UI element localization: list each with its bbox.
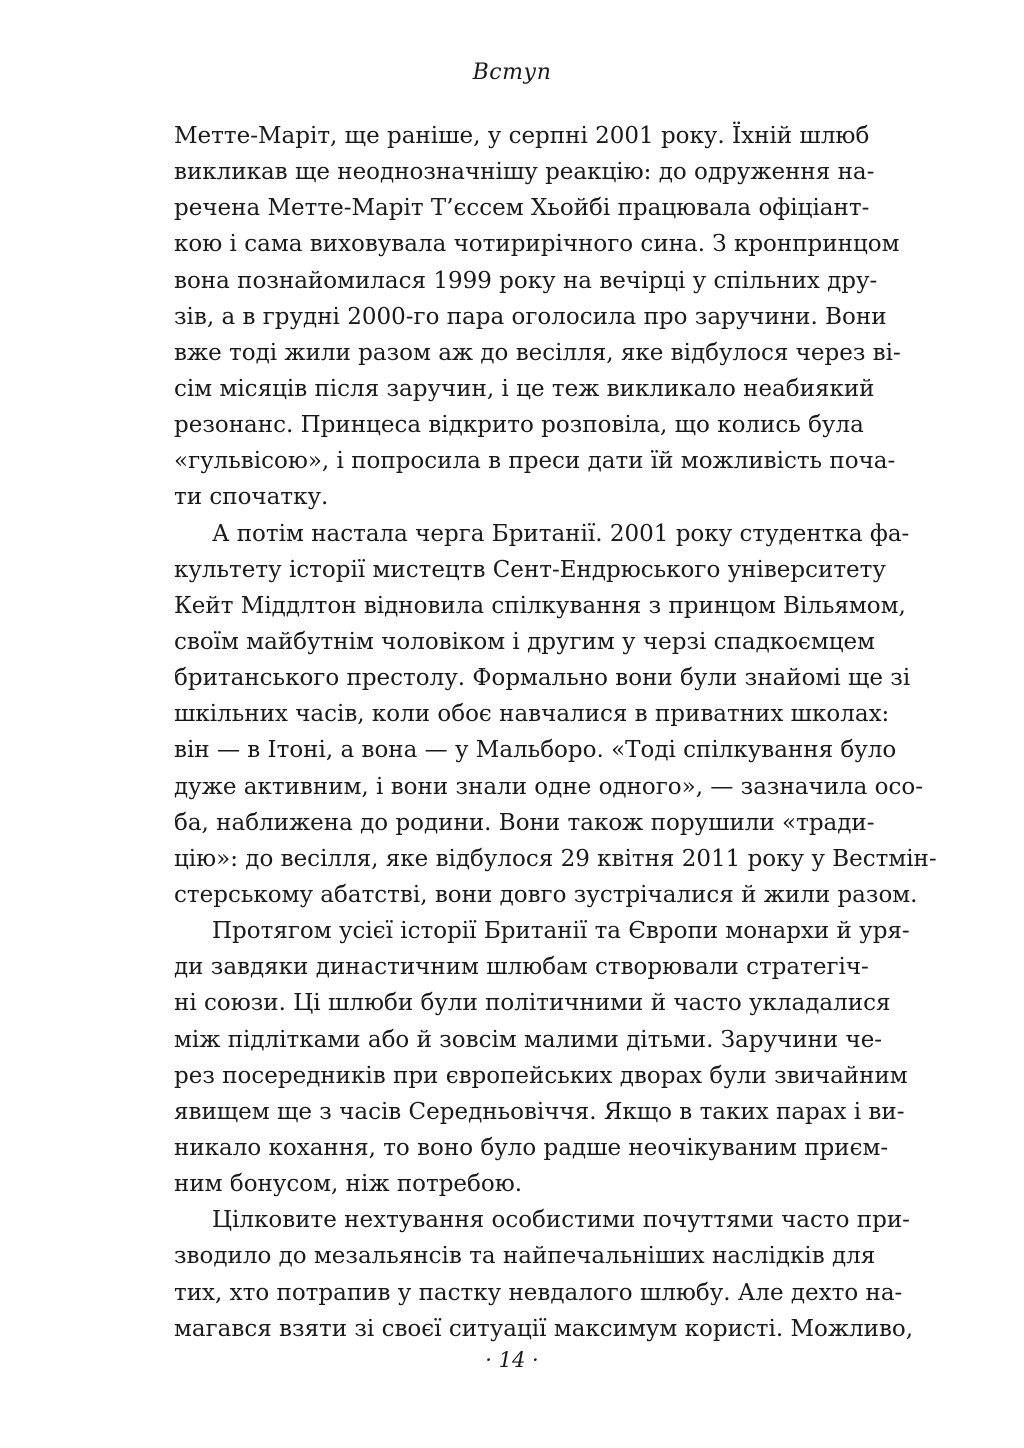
page-number: · 14 · bbox=[485, 1348, 539, 1372]
text-line: Метте-Маріт, ще раніше, у серпні 2001 року. Їхній шлюб bbox=[174, 123, 870, 149]
text-line: А потім настала черга Британії. 2001 року студентка фа- bbox=[212, 520, 910, 547]
text-line: рез посередників при європейських дворах були звичайним bbox=[174, 1062, 908, 1089]
paragraph bbox=[174, 1202, 914, 1347]
text-line: вже тоді жили разом аж до весілля, яке відбулося через ві- bbox=[174, 339, 901, 366]
text-line: британського престолу. Формально вони були знайомі ще зі bbox=[174, 665, 911, 692]
running-head: Вступ bbox=[472, 60, 552, 85]
text-line: між підлітками або й зовсім малими дітьми. Заручини че- bbox=[174, 1026, 883, 1053]
text-line: культету історії мистецтв Сент-Ендрюського університету bbox=[174, 556, 886, 583]
paragraph bbox=[174, 118, 901, 516]
text-line: викликав ще неоднозначнішу реакцію: до одруження на- bbox=[174, 159, 875, 186]
text-line: він — в Ітоні, а вона — у Мальборо. «Тоді спілкування було bbox=[174, 737, 897, 764]
text-line: своїм майбутнім чоловіком і другим у черзі спадкоємцем bbox=[174, 628, 876, 655]
text-line: ди завдяки династичним шлюбам створювали стратегіч- bbox=[174, 954, 869, 981]
text-line: Цілковите нехтування особистими почуттями часто при- bbox=[212, 1207, 910, 1234]
text-line: дуже активним, і вони знали одне одного», — зазначила осо- bbox=[174, 773, 924, 800]
text-line: сім місяців після заручин, і це теж викликало неабиякий bbox=[174, 375, 875, 402]
text-line: явищем ще з часів Середньовіччя. Якщо в таких парах і ви- bbox=[174, 1098, 905, 1125]
text-line: зів, а в грудні 2000-го пара оголосила про заручини. Вони bbox=[174, 303, 887, 330]
text-line: ти спочатку. bbox=[174, 484, 329, 511]
text-line: ба, наближена до родини. Вони також порушили «тради- bbox=[174, 809, 875, 836]
text-line: зводило до мезальянсів та найпечальніших наслідків для bbox=[174, 1243, 876, 1270]
text-line: ні союзи. Ці шлюби були політичними й часто укладалися bbox=[174, 990, 891, 1017]
text-line: вона познайомилася 1999 року на вечірці у спільних дру- bbox=[174, 267, 878, 294]
text-line: «гульвісою», і попросила в преси дати їй можливість поча- bbox=[174, 448, 896, 475]
text-line: стерському абатстві, вони довго зустрічалися й жили разом. bbox=[174, 881, 918, 908]
text-line: шкільних часів, коли обоє навчалися в приватних школах: bbox=[174, 701, 890, 728]
body-text bbox=[174, 118, 937, 1347]
text-line: цію»: до весілля, яке відбулося 29 квітня 2011 року у Вестмін- bbox=[174, 845, 937, 872]
text-line: Протягом усієї історії Британії та Європи монархи й уря- bbox=[212, 918, 910, 945]
text-line: тих, хто потрапив у пастку невдалого шлюбу. Але дехто на- bbox=[174, 1279, 903, 1306]
text-line: речена Метте-Маріт Т’єссем Хьойбі працювала офіціант- bbox=[174, 195, 870, 222]
text-line: магався взяти зі своєї ситуації максимум користі. Можливо, bbox=[174, 1315, 914, 1342]
text-line: никало кохання, то воно було радше неочікуваним приєм- bbox=[174, 1134, 889, 1161]
text-line: резонанс. Принцеса відкрито розповіла, що колись була bbox=[174, 412, 864, 439]
text-line: ним бонусом, ніж потребою. bbox=[174, 1171, 523, 1198]
text-line: кою і сама виховувала чотирирічного сина. З кронпринцом bbox=[174, 231, 900, 258]
paragraph bbox=[174, 516, 937, 914]
text-line: Кейт Міддлтон відновила спілкування з принцом Вільямом, bbox=[174, 592, 906, 619]
paragraph bbox=[174, 913, 910, 1202]
